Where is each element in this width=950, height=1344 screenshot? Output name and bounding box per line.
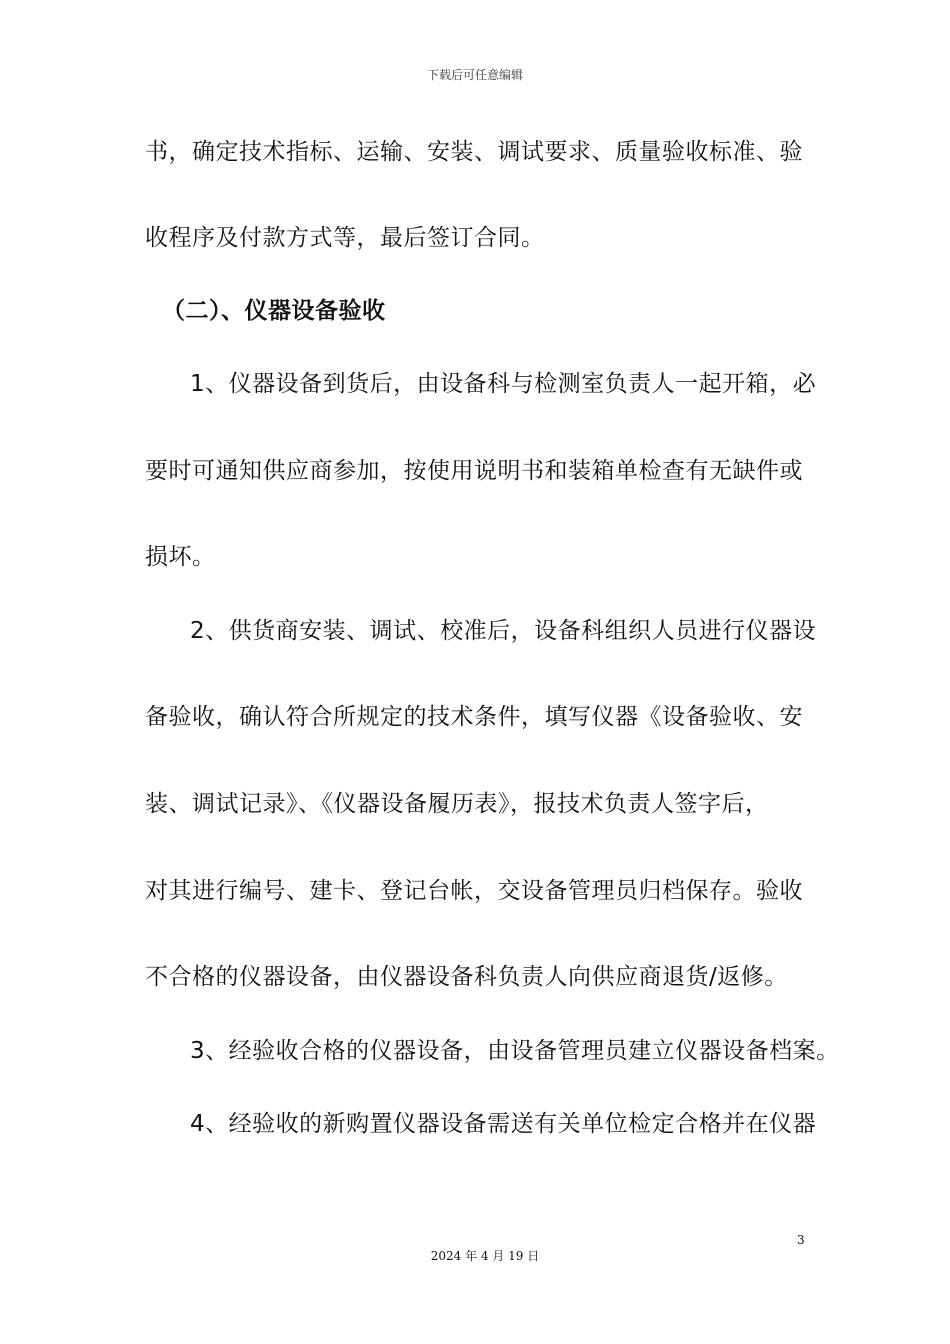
body-text-line: 对其进行编号、建卡、登记台帐，交设备管理员归档保存。验收: [145, 878, 803, 904]
footer-date: 2024 年 4 月 19 日: [430, 1249, 540, 1263]
body-text-line: 1、仪器设备到货后，由设备科与检测室负责人一起开箱，必: [190, 371, 817, 397]
section-heading: （二）、仪器设备验收: [162, 298, 386, 324]
body-text-line: 收程序及付款方式等，最后签订合同。: [145, 225, 545, 251]
page-header-note: 下载后可任意编辑: [426, 68, 523, 82]
page-number: 3: [797, 1233, 805, 1247]
body-text-line: 不合格的仪器设备，由仪器设备科负责人向供应商退货/返修。: [145, 964, 788, 990]
body-text-line: 4、经验收的新购置仪器设备需送有关单位检定合格并在仪器: [190, 1111, 817, 1137]
body-text-line: 要时可通知供应商参加，按使用说明书和装箱单检查有无缺件或: [145, 458, 803, 484]
body-text-line: 书，确定技术指标、运输、安装、调试要求、质量验收标准、验: [145, 139, 803, 165]
body-text-line: 损坏。: [145, 544, 216, 570]
body-text-line: 装、调试记录》、《仪器设备履历表》，报技术负责人签字后，: [145, 791, 769, 817]
body-text-line: 3、经验收合格的仪器设备，由设备管理员建立仪器设备档案。: [190, 1038, 840, 1064]
body-text-line: 2、供货商安装、调试、校准后，设备科组织人员进行仪器设: [190, 618, 817, 644]
body-text-line: 备验收，确认符合所规定的技术条件，填写仪器《设备验收、安: [145, 704, 803, 730]
